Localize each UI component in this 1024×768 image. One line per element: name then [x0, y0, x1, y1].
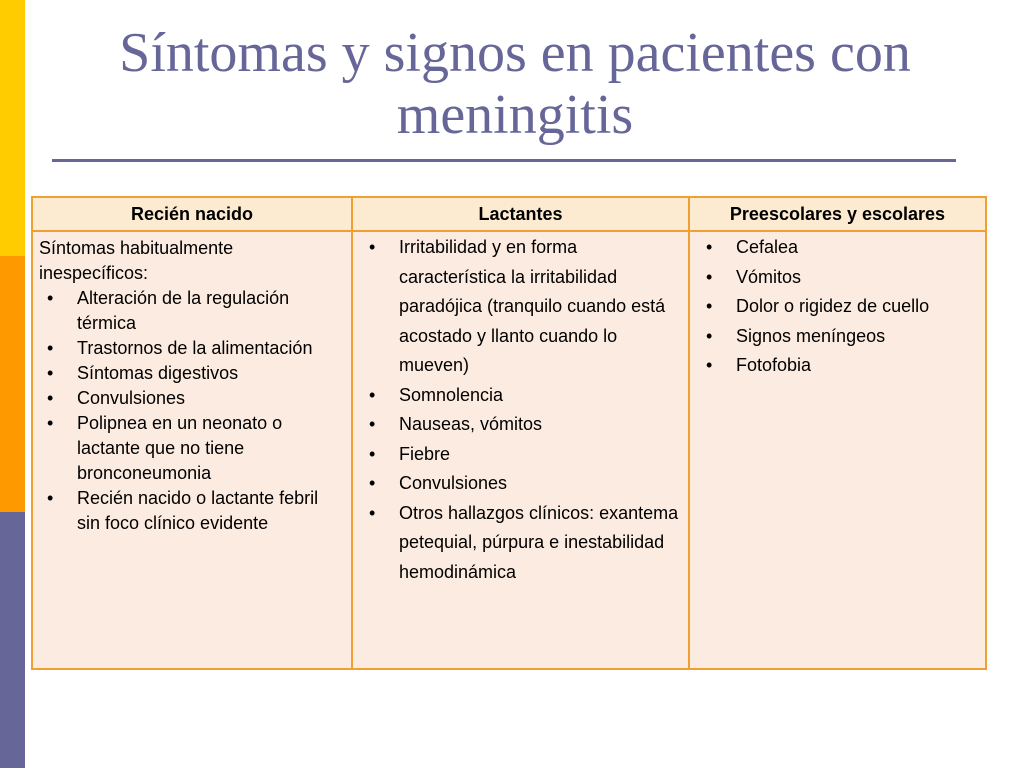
recien-nacido-intro: Síntomas habitualmente inespecíficos:: [39, 238, 234, 283]
list-item: • Cefalea: [698, 233, 979, 263]
list-item: • Fotofobia: [698, 351, 979, 381]
list-item: • Polipnea en un neonato o lactante que no tiene bronconeumonia: [39, 411, 345, 486]
list-item: • Convulsiones: [361, 469, 682, 499]
slide-title-line1: Síntomas y signos en pacientes con: [119, 22, 911, 84]
list-item: • Síntomas digestivos: [39, 361, 345, 386]
recien-nacido-list: [39, 286, 345, 536]
symptoms-table: [31, 196, 987, 670]
table-body-row: [32, 231, 986, 669]
header-recien-nacido: Recién nacido: [32, 197, 352, 231]
symptoms-table-wrapper: [31, 196, 985, 670]
slide-title-line2: meningitis: [396, 84, 634, 146]
list-item: • Trastornos de la alimentación: [39, 336, 345, 361]
list-item: • Otros hallazgos clínicos: exantema petequial, púrpura e inestabilidad hemodinámica: [361, 499, 682, 588]
side-bar-orange: [0, 256, 25, 512]
list-item: • Recién nacido o lactante febril sin foco clínico evidente: [39, 486, 345, 536]
list-item: • Irritabilidad y en forma característica la irritabilidad paradójica (tranquilo cuando está acostado y llanto cuando lo mueven): [361, 233, 682, 381]
table-header-row: [32, 197, 986, 231]
list-item: • Vómitos: [698, 263, 979, 293]
header-preescolares: Preescolares y escolares: [689, 197, 986, 231]
list-item: • Nauseas, vómitos: [361, 410, 682, 440]
list-item: • Alteración de la regulación térmica: [39, 286, 345, 336]
list-item: • Somnolencia: [361, 381, 682, 411]
cell-recien-nacido: [32, 231, 352, 669]
cell-lactantes: [352, 231, 689, 669]
preescolares-list: [698, 233, 979, 381]
title-underline: [52, 159, 956, 162]
header-lactantes: Lactantes: [352, 197, 689, 231]
lactantes-list: [361, 233, 682, 587]
list-item: • Fiebre: [361, 440, 682, 470]
slide-title: [60, 22, 970, 146]
cell-preescolares: [689, 231, 986, 669]
side-bar-yellow: [0, 0, 25, 256]
slide-side-bar: [0, 0, 25, 768]
list-item: • Dolor o rigidez de cuello: [698, 292, 979, 322]
list-item: • Signos meníngeos: [698, 322, 979, 352]
list-item: • Convulsiones: [39, 386, 345, 411]
side-bar-blue: [0, 512, 25, 768]
